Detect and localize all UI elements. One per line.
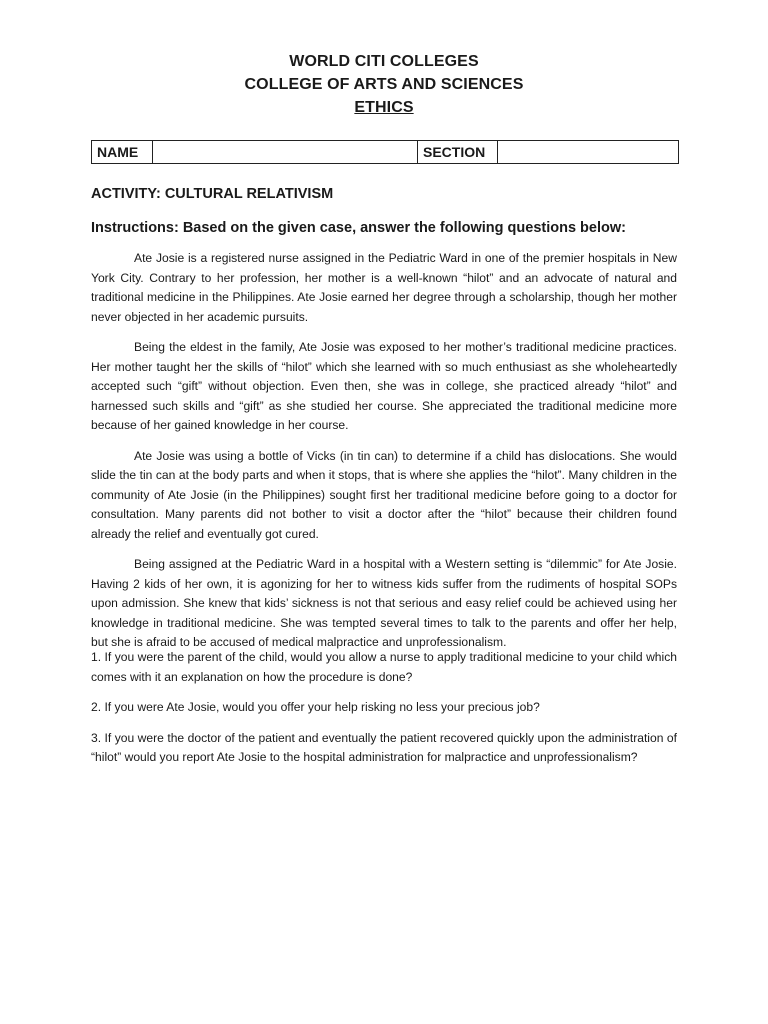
question-item: 2. If you were Ate Josie, would you offer your help risking no less your precious job? (91, 700, 540, 714)
name-field[interactable] (153, 141, 418, 164)
document-header (0, 50, 768, 119)
school-name: WORLD CITI COLLEGES (289, 53, 479, 70)
case-paragraph: Ate Josie is a registered nurse assigned in the Pediatric Ward in one of the premier hospitals in New York City. Contrary to her profession, her mother is a well-known “hilot” and an advocate of natural and traditional medicine in the Philippines. Ate Josie earned her degree through a scholarship, though her mother never objected in her academic pursuits. (91, 251, 677, 324)
name-section-table (91, 140, 679, 164)
activity-title: ACTIVITY: CULTURAL RELATIVISM (91, 186, 334, 202)
subject-title: ETHICS (354, 99, 414, 116)
case-paragraph: Being the eldest in the family, Ate Josie was exposed to her mother’s traditional medicine practices. Her mother taught her the skills of “hilot” which she learned with so much enthusiast as she wholeheartedly accepted such “gift” without objection. Even then, she was in college, she practiced already “hilot” and harnessed such skills and “gift” as she studied her course. She appreciated the traditional medicine more because of her gained knowledge in her course. (91, 340, 677, 432)
instructions: Instructions: Based on the given case, answer the following questions below: (91, 220, 626, 236)
section-label: SECTION (418, 141, 498, 164)
case-text (91, 249, 677, 664)
case-paragraph: Being assigned at the Pediatric Ward in a hospital with a Western setting is “dilemmic” for Ate Josie. Having 2 kids of her own, it is agonizing for her to witness kids suffer from the rudiments of hospital SOPs upon admission. She knew that kids’ sickness is not that serious and easy relief could be achieved using her knowledge in traditional medicine. She was tempted several times to talk to the parents and offer her help, but she is afraid to be accused of medical malpractice and unprofessionalism. (91, 557, 677, 649)
college-name: COLLEGE OF ARTS AND SCIENCES (244, 76, 524, 93)
question-item: 3. If you were the doctor of the patient and eventually the patient recovered quickly upon the administration of “hilot” would you report Ate Josie to the hospital administration for malpractice and unprofessionalism? (91, 730, 677, 764)
section-field[interactable] (498, 141, 679, 164)
question-item: 1. If you were the parent of the child, would you allow a nurse to apply traditional medicine to your child which comes with it an explanation on how the procedure is done? (91, 650, 677, 684)
question-list (91, 648, 677, 779)
case-paragraph: Ate Josie was using a bottle of Vicks (in tin can) to determine if a child has dislocations. She would slide the tin can at the body parts and when it stops, that is where she applies the “hilot”. Many children in the community of Ate Josie (in the Philippines) sought first her traditional medicine before going to a doctor for consultation. Many parents did not bother to visit a doctor after the “hilot” because their children found already the relief and eventually got cured. (91, 448, 677, 541)
name-label: NAME (92, 141, 153, 164)
